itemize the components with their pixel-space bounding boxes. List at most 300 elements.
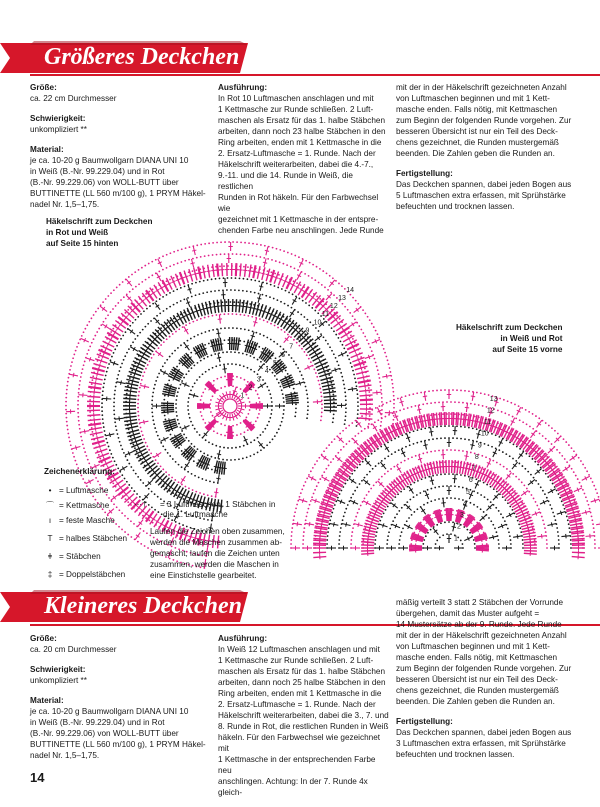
- chain-dot: [339, 535, 341, 537]
- chain-dot: [557, 535, 559, 537]
- chain-dot: [177, 419, 179, 421]
- execution-label: Ausführung:: [218, 82, 390, 93]
- chain-dot: [300, 492, 302, 494]
- chain-dot: [160, 442, 162, 444]
- chain-dot: [188, 397, 190, 399]
- chain-dot: [355, 516, 357, 518]
- chain-dot: [268, 389, 270, 391]
- chain-dot: [193, 365, 195, 367]
- chain-dot: [494, 528, 496, 530]
- chain-dot: [159, 438, 161, 440]
- round-number: 13: [338, 295, 346, 302]
- chain-dot: [546, 543, 548, 545]
- chain-dot: [320, 333, 322, 335]
- chain-dot: [337, 497, 339, 499]
- chain-dot: [158, 257, 160, 259]
- chain-dot: [101, 402, 103, 404]
- chain-dot: [117, 374, 119, 376]
- chain-dot: [212, 415, 214, 417]
- chain-dot: [309, 504, 311, 506]
- chain-dot: [163, 310, 165, 312]
- chain-dot: [192, 258, 194, 260]
- chain-dot: [409, 432, 411, 434]
- chain-dot: [521, 481, 523, 483]
- chain-dot: [361, 480, 363, 482]
- chain-dot: [381, 516, 383, 518]
- chain-dot: [260, 244, 262, 246]
- stitch-crossbar: [383, 523, 384, 527]
- chain-dot: [175, 461, 177, 463]
- text-line: gemascht, laufen die Zeichen unten: [150, 548, 285, 559]
- chain-dot: [67, 433, 69, 435]
- chain-dot: [138, 283, 140, 285]
- text-line: zusammen, werden die Maschen in: [150, 559, 285, 570]
- chain-dot: [113, 405, 115, 407]
- chain-dot: [463, 526, 465, 528]
- chain-dot: [296, 282, 298, 284]
- chain-dot: [421, 478, 423, 480]
- chain-dot: [192, 321, 194, 323]
- chain-dot: [84, 328, 86, 330]
- chain-dot: [223, 313, 225, 315]
- chain-dot: [338, 283, 340, 285]
- chain-dot: [509, 455, 511, 457]
- chain-dot: [512, 416, 514, 418]
- chain-dot: [246, 290, 248, 292]
- stitch-crossbar: [423, 396, 427, 397]
- chain-dot: [291, 307, 293, 309]
- stitch-crossbar: [144, 420, 145, 424]
- chain-dot: [300, 284, 302, 286]
- chain-dot: [276, 432, 278, 434]
- chain-dot: [142, 375, 144, 377]
- chain-dot: [375, 481, 377, 483]
- chain-dot: [329, 346, 331, 348]
- chain-dot: [538, 483, 540, 485]
- chain-dot: [113, 413, 115, 415]
- chain-dot: [470, 502, 472, 504]
- chain-dot: [145, 368, 147, 370]
- chain-dot: [262, 348, 264, 350]
- chain-dot: [92, 435, 94, 437]
- chain-dot: [430, 451, 432, 453]
- chain-dot: [558, 543, 560, 545]
- stitch-crossbar: [259, 286, 263, 287]
- chain-dot: [65, 413, 67, 415]
- chain-dot: [279, 386, 281, 388]
- chain-dot: [306, 417, 308, 419]
- chain-dot: [246, 394, 248, 396]
- chain-dot: [305, 519, 307, 521]
- stitch-crossbar: [576, 525, 577, 529]
- chain-dot: [310, 500, 312, 502]
- chain-dot: [120, 366, 122, 368]
- chain-dot: [559, 452, 561, 454]
- chain-dot: [406, 520, 408, 522]
- chain-dot: [505, 453, 507, 455]
- chain-dot: [255, 420, 257, 422]
- chain-dot: [512, 473, 514, 475]
- chain-dot: [450, 497, 452, 499]
- chain-dot: [315, 372, 317, 374]
- stitch-crossbar: [208, 307, 212, 308]
- chain-dot: [282, 393, 284, 395]
- chain-dot: [250, 455, 252, 457]
- chain-dot: [381, 417, 383, 419]
- chain-dot: [249, 401, 251, 403]
- chain-dot: [216, 314, 218, 316]
- chain-dot: [271, 259, 273, 261]
- stitch-crossbar: [219, 344, 223, 345]
- chain-dot: [222, 459, 224, 461]
- chain-dot: [423, 504, 425, 506]
- chain-dot: [334, 504, 336, 506]
- chain-dot: [77, 396, 79, 398]
- chain-dot: [282, 263, 284, 265]
- size-value: ca. 20 cm Durchmesser: [30, 645, 116, 654]
- chain-dot: [337, 452, 339, 454]
- chain-dot: [351, 531, 353, 533]
- chain-dot: [354, 470, 356, 472]
- chain-dot: [166, 294, 168, 296]
- chain-dot: [430, 500, 432, 502]
- chain-dot: [307, 397, 309, 399]
- chain-dot: [173, 277, 175, 279]
- round-number: 5: [273, 360, 277, 367]
- chain-dot: [247, 397, 249, 399]
- chain-dot: [569, 531, 571, 533]
- round-number: 10: [481, 431, 489, 438]
- chain-dot: [468, 390, 470, 392]
- text-line: zum Beginn der folgenden Runde vorgehen. Zur: [396, 115, 576, 126]
- chain-dot: [179, 496, 181, 498]
- chain-dot: [544, 527, 546, 529]
- chain-dot: [98, 454, 100, 456]
- chain-dot: [240, 422, 242, 424]
- chain-dot: [110, 311, 112, 313]
- round-number: 6: [469, 477, 473, 484]
- chain-dot: [170, 434, 172, 436]
- chain-dot: [113, 409, 115, 411]
- chain-dot: [299, 371, 301, 373]
- chain-dot: [246, 354, 248, 356]
- chain-dot: [105, 438, 107, 440]
- chain-dot: [115, 305, 117, 307]
- chain-dot: [586, 470, 588, 472]
- stitch-crossbar: [211, 270, 215, 271]
- text-line: In Rot 10 Luftmaschen anschlagen und mit: [218, 93, 390, 104]
- chain-dot: [440, 425, 442, 427]
- text-line: nadel Nr. 1,5–1,75.: [30, 750, 210, 761]
- chain-dot: [323, 336, 325, 338]
- chain-dot: [262, 379, 264, 381]
- chain-dot: [204, 255, 206, 257]
- chain-dot: [151, 261, 153, 263]
- chain-dot: [315, 327, 317, 329]
- chain-dot: [361, 430, 363, 432]
- chain-dot: [164, 449, 166, 451]
- chain-dot: [316, 460, 318, 462]
- chain-dot: [542, 490, 544, 492]
- legend-text: = Luftmasche: [59, 483, 108, 498]
- chain-dot: [139, 332, 141, 334]
- chain-dot: [556, 490, 558, 492]
- chain-dot: [185, 373, 187, 375]
- chain-dot: [208, 343, 210, 345]
- chain-dot: [142, 434, 144, 436]
- chain-dot: [305, 260, 307, 262]
- chain-dot: [470, 403, 472, 405]
- chain-dot: [149, 360, 151, 362]
- chain-dot: [248, 254, 250, 256]
- chain-dot: [407, 486, 409, 488]
- chain-dot: [169, 306, 171, 308]
- chain-dot: [92, 375, 94, 377]
- chain-dot: [224, 435, 226, 437]
- chain-dot: [327, 535, 329, 537]
- chain-dot: [203, 453, 205, 455]
- chain-dot: [254, 280, 256, 282]
- chain-dot: [399, 410, 401, 412]
- chain-dot: [376, 531, 378, 533]
- chain-dot: [116, 287, 118, 289]
- chain-dot: [378, 479, 380, 481]
- chain-dot: [391, 440, 393, 442]
- chain-dot: [199, 434, 201, 436]
- chain-dot: [483, 511, 485, 513]
- chain-dot: [128, 381, 130, 383]
- chain-dot: [279, 249, 281, 251]
- chain-dot: [214, 290, 216, 292]
- chain-dot: [148, 277, 150, 279]
- chain-dot: [178, 423, 180, 425]
- chain-dot: [448, 473, 450, 475]
- chain-dot: [406, 501, 408, 503]
- chain-dot: [257, 373, 259, 375]
- text-line: In Weiß 12 Luftmaschen anschlagen und mit: [218, 644, 390, 655]
- chain-dot: [290, 543, 292, 545]
- chain-dot: [200, 318, 202, 320]
- stitch-crossbar: [100, 359, 101, 363]
- chain-dot: [506, 440, 508, 442]
- chain-dot: [102, 301, 104, 303]
- chain-dot: [551, 427, 553, 429]
- stitch-crossbar: [214, 492, 218, 493]
- chain-dot: [302, 330, 304, 332]
- chain-dot: [281, 421, 283, 423]
- chain-dot: [168, 379, 170, 381]
- chain-dot: [462, 543, 464, 545]
- chain-dot: [140, 427, 142, 429]
- chain-dot: [407, 407, 409, 409]
- chain-dot: [450, 401, 452, 403]
- chain-dot: [545, 531, 547, 533]
- size-value: ca. 22 cm Durchmesser: [30, 94, 116, 103]
- legend-text: = halbes Stäbchen: [59, 531, 127, 546]
- chain-dot: [266, 444, 268, 446]
- chain-dot: [172, 333, 174, 335]
- chain-dot: [147, 364, 149, 366]
- chain-dot: [503, 399, 505, 401]
- chain-dot: [446, 449, 448, 451]
- chain-dot: [278, 382, 280, 384]
- chain-dot: [157, 376, 159, 378]
- chain-dot: [416, 392, 418, 394]
- chain-dot: [190, 338, 192, 340]
- chain-dot: [464, 426, 466, 428]
- chain-dot: [274, 375, 276, 377]
- chain-dot: [123, 452, 125, 454]
- chain-dot: [66, 385, 68, 387]
- chain-dot: [492, 460, 494, 462]
- chain-dot: [230, 351, 232, 353]
- chain-dot: [105, 375, 107, 377]
- chain-dot: [193, 336, 195, 338]
- chain-dot: [185, 324, 187, 326]
- chain-dot: [565, 441, 567, 443]
- chain-dot: [369, 347, 371, 349]
- stitch-crossbar: [94, 423, 95, 427]
- chain-dot: [319, 478, 321, 480]
- chain-dot: [377, 419, 379, 421]
- chain-dot: [360, 329, 362, 331]
- chain-dot: [160, 327, 162, 329]
- chain-dot: [174, 350, 176, 352]
- text-line: Laufen die Zeichen oben zusammen,: [150, 526, 285, 537]
- text-line: maschen als Ersatz für das 1. halbe Stäbchen: [218, 115, 390, 126]
- chain-dot: [444, 389, 446, 391]
- chain-dot: [468, 439, 470, 441]
- chain-dot: [250, 279, 252, 281]
- chain-dot: [171, 477, 173, 479]
- chain-dot: [399, 539, 401, 541]
- stitch-crossbar: [206, 271, 210, 272]
- chain-dot: [232, 327, 234, 329]
- stitch-crossbar: [216, 478, 220, 479]
- chain-dot: [307, 405, 309, 407]
- chain-dot: [274, 325, 276, 327]
- chain-dot: [169, 265, 171, 267]
- chain-dot: [306, 515, 308, 517]
- chain-dot: [582, 464, 584, 466]
- chain-dot: [152, 419, 154, 421]
- chain-dot: [351, 473, 353, 475]
- chain-dot: [281, 288, 283, 290]
- chain-dot: [205, 479, 207, 481]
- chain-dot: [340, 449, 342, 451]
- chain-dot: [173, 251, 175, 253]
- chain-dot: [121, 448, 123, 450]
- diagram2-label-line: auf Seite 15 vorne: [456, 344, 562, 355]
- chain-dot: [335, 334, 337, 336]
- chain-dot: [185, 437, 187, 439]
- chain-dot: [220, 387, 222, 389]
- chain-dot: [127, 518, 129, 520]
- chain-dot: [438, 401, 440, 403]
- chain-dot: [329, 275, 331, 277]
- chain-dot: [340, 340, 342, 342]
- chain-dot: [243, 278, 245, 280]
- chain-dot: [120, 445, 122, 447]
- text-line: befeuchten und trocknen lassen.: [396, 749, 576, 760]
- chain-dot: [226, 301, 228, 303]
- chain-dot: [300, 314, 302, 316]
- chain-dot: [176, 316, 178, 318]
- chain-dot: [484, 393, 486, 395]
- chain-dot: [428, 390, 430, 392]
- chain-dot: [304, 273, 306, 275]
- section1-rule: [30, 74, 600, 76]
- chain-dot: [394, 451, 396, 453]
- chain-dot: [243, 445, 245, 447]
- round-number: 8: [297, 336, 301, 343]
- chain-dot: [114, 348, 116, 350]
- text-line: von Luftmaschen beginnen und mit 1 Kett-: [396, 641, 576, 652]
- chain-dot: [512, 458, 514, 460]
- chain-dot: [271, 409, 273, 411]
- chain-dot: [432, 438, 434, 440]
- chain-dot: [379, 520, 381, 522]
- chain-dot: [121, 363, 123, 365]
- chain-dot: [258, 346, 260, 348]
- chain-dot: [244, 431, 246, 433]
- chain-dot: [450, 449, 452, 451]
- chain-dot: [226, 351, 228, 353]
- legend-item: [44, 483, 127, 498]
- chain-dot: [424, 427, 426, 429]
- chain-dot: [456, 389, 458, 391]
- text-line: chenden Farbe neu anschlingen. Jede Runde: [218, 225, 390, 236]
- chain-dot: [499, 493, 501, 495]
- chain-dot: [273, 341, 275, 343]
- chain-dot: [102, 390, 104, 392]
- text-line: Ring arbeiten, enden mit 1 Kettmasche in die: [218, 137, 390, 148]
- chain-dot: [423, 490, 425, 492]
- chain-dot: [181, 450, 183, 452]
- chain-dot: [166, 322, 168, 324]
- chain-dot: [187, 297, 189, 299]
- text-line: gezeichnet mit 1 Kettmasche in der entspre-: [218, 214, 390, 225]
- chain-dot: [213, 481, 215, 483]
- legend-item: [44, 531, 127, 546]
- chain-dot: [178, 447, 180, 449]
- chain-dot: [141, 430, 143, 432]
- chain-dot: [135, 286, 137, 288]
- chain-dot: [299, 345, 301, 347]
- text-line: 1 Kettmasche zur Runde schließen. 2 Luft-: [218, 655, 390, 666]
- stitch-crossbar: [423, 445, 427, 446]
- chain-dot: [276, 248, 278, 250]
- chain-dot: [446, 485, 448, 487]
- chain-dot: [374, 543, 376, 545]
- stitch-crossbar: [541, 534, 542, 538]
- chain-dot: [331, 327, 333, 329]
- chain-dot: [212, 395, 214, 397]
- chain-dot: [99, 352, 101, 354]
- chain-dot: [256, 243, 258, 245]
- chain-dot: [323, 471, 325, 473]
- chain-dot: [304, 351, 306, 353]
- chain-dot: [521, 407, 523, 409]
- chain-dot: [460, 390, 462, 392]
- chain-dot: [538, 508, 540, 510]
- chain-dot: [279, 261, 281, 263]
- chain-dot: [408, 394, 410, 396]
- chain-dot: [79, 380, 81, 382]
- chain-dot: [178, 387, 180, 389]
- chain-dot: [200, 360, 202, 362]
- text-line: masche enden. Falls nötig, mit Kettmaschen: [396, 652, 576, 663]
